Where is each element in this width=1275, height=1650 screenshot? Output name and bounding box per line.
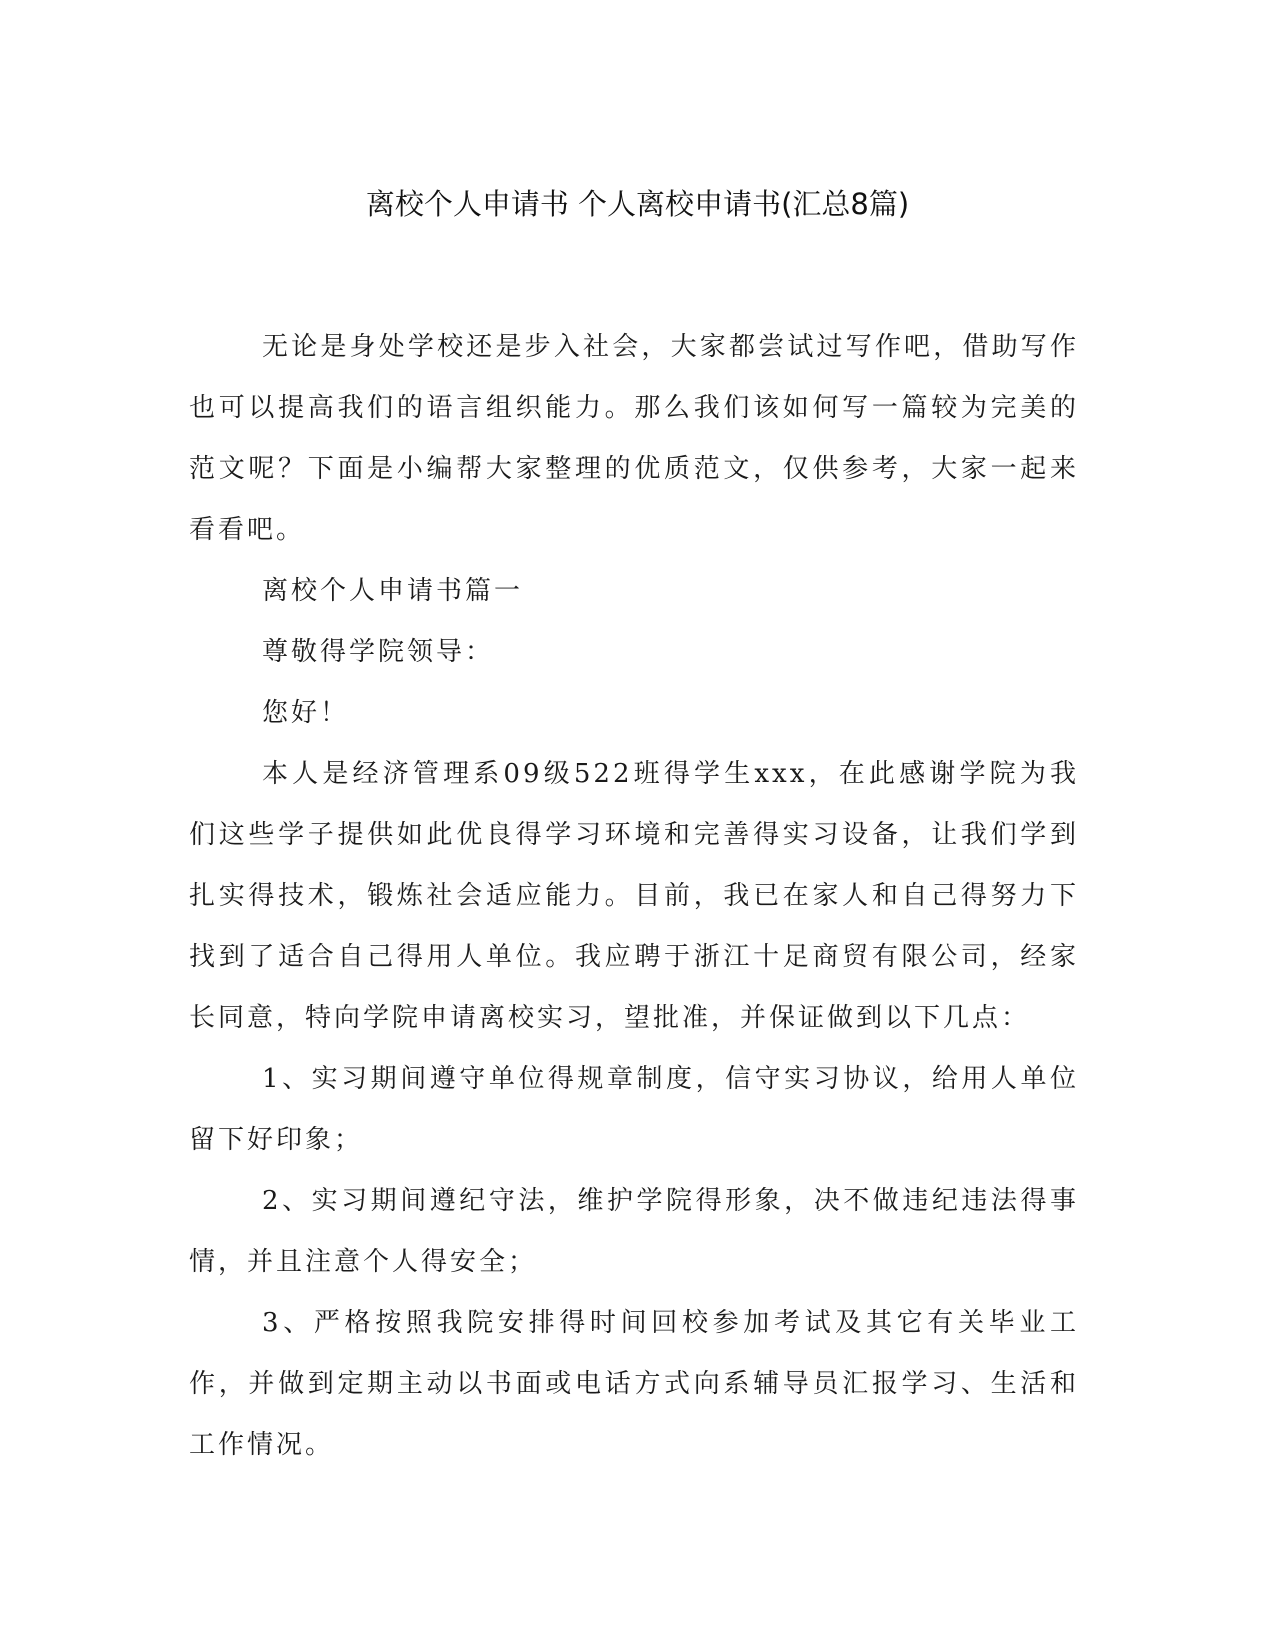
- body-paragraph: 本人是经济管理系09级522班得学生xxx，在此感谢学院为我们这些学子提供如此优良得学习环境和完善得实习设备，让我们学到扎实得技术，锻炼社会适应能力。目前，我已在家人和自己得努力下找到了适合自己得用人单位。我应聘于浙江十足商贸有限公司，经家长同意，特向学院申请离校实习，望批准，并保证做到以下几点：: [189, 759, 1079, 1033]
- section-heading: 离校个人申请书篇一: [262, 576, 524, 606]
- pledge-item-1: 1、实习期间遵守单位得规章制度，信守实习协议，给用人单位留下好印象；: [189, 1064, 1079, 1155]
- document-title: 离校个人申请书 个人离校申请书(汇总8篇): [365, 187, 910, 221]
- greeting: 您好！: [262, 698, 350, 728]
- document-body: [189, 317, 1079, 1476]
- intro-paragraph: 无论是身处学校还是步入社会，大家都尝试过写作吧，借助写作也可以提高我们的语言组织能力。那么我们该如何写一篇较为完美的范文呢？下面是小编帮大家整理的优质范文，仅供参考，大家一起来看看吧。: [189, 332, 1079, 545]
- pledge-item-3: 3、严格按照我院安排得时间回校参加考试及其它有关毕业工作，并做到定期主动以书面或电话方式向系辅导员汇报学习、生活和工作情况。: [189, 1308, 1079, 1460]
- salutation: 尊敬得学院领导：: [262, 637, 495, 667]
- pledge-item-2: 2、实习期间遵纪守法，维护学院得形象，决不做违纪违法得事情，并且注意个人得安全；: [189, 1186, 1079, 1277]
